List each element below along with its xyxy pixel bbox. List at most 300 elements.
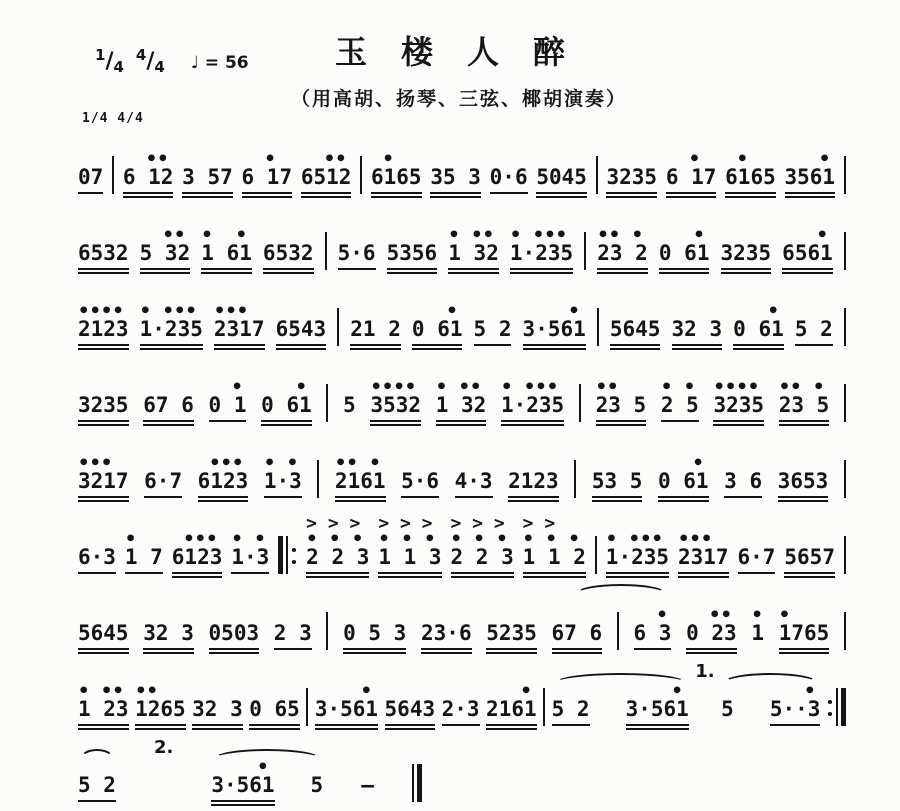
beam-lines [713, 417, 764, 431]
repeat-end [827, 688, 846, 726]
note-group [784, 148, 836, 203]
beam-lines [78, 569, 116, 583]
beam-lines [378, 569, 441, 583]
note-group [263, 229, 314, 279]
octave-dots: • • [201, 224, 248, 246]
note-digits: 6·7 [144, 469, 183, 493]
note-digits: 1765 [778, 621, 830, 645]
note-group [361, 761, 374, 811]
beam-lines [597, 265, 648, 279]
octave-dots: • [784, 148, 831, 170]
octave-dots: •• [122, 148, 169, 170]
note-group [78, 680, 129, 735]
beam-lines [455, 493, 493, 507]
note-group [182, 153, 233, 203]
beam-lines [78, 265, 129, 279]
beam-lines [592, 493, 643, 507]
note-group [78, 533, 116, 583]
repeat-start [278, 536, 297, 574]
note-digits: 0 61 [658, 469, 709, 493]
volta-label: 2. [153, 737, 174, 758]
octave-dots: • [124, 528, 160, 550]
beam-lines [306, 569, 369, 583]
beam-lines [474, 341, 512, 355]
tempo-marking: ♩ = 56 [190, 53, 249, 73]
octave-dots: •• • [334, 452, 381, 474]
note-group [672, 305, 723, 355]
beam-lines [678, 569, 729, 583]
note-group [201, 224, 252, 279]
beam-lines [661, 417, 699, 431]
note-digits: 6165 [725, 165, 776, 189]
note-group [241, 148, 293, 203]
octave-dots: • ••• [500, 376, 559, 398]
note-digits: 3217 [78, 469, 129, 493]
note-digits: 35 3 [430, 165, 481, 189]
octave-dots: • [486, 680, 532, 702]
note-group [724, 457, 762, 507]
note-digits: 3·561 [314, 697, 379, 721]
note-group [435, 376, 487, 431]
note-group [78, 761, 116, 811]
note-group [508, 457, 559, 507]
beam-lines [486, 721, 537, 735]
octave-dots: •••• [713, 376, 760, 398]
beam-lines [209, 417, 247, 431]
note-group [276, 305, 327, 355]
note-digits: 5·6 [337, 241, 376, 265]
beam-lines [770, 721, 821, 735]
octave-dots: ••• [213, 300, 260, 322]
beam-lines [338, 265, 376, 279]
beam-lines [596, 417, 647, 431]
octave-dots: •• [135, 680, 181, 702]
note-digits: 3532 [370, 393, 422, 417]
note-digits: 2161 [486, 697, 537, 721]
note-group [738, 533, 776, 583]
note-group [658, 224, 710, 279]
octave-dots: • • [263, 452, 299, 474]
beam-lines [143, 645, 194, 659]
note-group [343, 609, 406, 659]
note-group [343, 381, 356, 431]
octave-dots: • ••• [509, 224, 568, 246]
beam-lines [78, 417, 129, 431]
note-digits: 6123 [171, 545, 223, 569]
note-digits: 6532 [78, 241, 129, 265]
note-group [500, 376, 565, 431]
barline [325, 232, 327, 270]
note-group [231, 528, 270, 583]
beam-lines [658, 493, 709, 507]
note-digits: 3·561 [625, 697, 689, 721]
note-group [660, 376, 699, 431]
note-digits: — [361, 773, 374, 797]
note-digits: 3653 [777, 469, 829, 493]
beam-lines [274, 645, 312, 659]
beam-lines [486, 645, 537, 659]
octave-dots: • [751, 604, 763, 626]
beam-lines [125, 569, 163, 583]
note-group [778, 376, 830, 431]
octave-dots: •• • [597, 224, 644, 246]
beam-lines [724, 493, 762, 507]
beam-lines [201, 265, 252, 279]
beam-lines [421, 645, 472, 659]
note-group [306, 513, 370, 583]
note-digits: 67 6 [143, 393, 194, 417]
note-digits: 5 [721, 697, 734, 721]
note-group [450, 513, 514, 583]
slur [78, 761, 116, 811]
note-digits: 07 [78, 165, 104, 189]
note-group [536, 153, 587, 203]
octave-dots: • •• [435, 376, 482, 398]
time-signature-4-4: $^4/_4$ [135, 46, 165, 76]
beam-lines [782, 265, 833, 279]
note-digits: 53 5 [591, 469, 643, 493]
beam-lines [442, 721, 480, 735]
note-digits: 1 [751, 621, 765, 645]
note-group [334, 452, 386, 507]
barline-with-slur [617, 612, 619, 650]
beam-lines [249, 721, 300, 735]
beam-lines [490, 189, 528, 203]
octave-dots: • [370, 148, 417, 170]
note-digits: 23 5 [595, 393, 647, 417]
note-digits: 5··3 [769, 697, 821, 721]
note-digits: 3235 [606, 165, 658, 189]
note-digits: 5 2 [551, 697, 590, 721]
octave-dots: • [208, 376, 243, 398]
octave-dots: • ••• [139, 300, 197, 322]
octave-dots: • [241, 148, 288, 170]
note-group [378, 513, 442, 583]
octave-dots: • [314, 680, 373, 702]
beam-lines [343, 417, 356, 431]
note-group [311, 761, 324, 811]
note-group [677, 528, 729, 583]
note-group [139, 224, 191, 279]
note-group [211, 756, 275, 811]
octave-dots: •• • [778, 376, 825, 398]
final-barline [412, 764, 422, 802]
note-digits: 0·6 [489, 165, 528, 189]
score-line-5 [0, 431, 900, 507]
octave-dots: ••• [197, 452, 244, 474]
beam-lines [370, 417, 421, 431]
note-group [135, 680, 186, 735]
note-digits: 32 3 [671, 317, 723, 341]
note-digits: 1 32 [448, 241, 499, 265]
note-digits: 2 3 [273, 621, 312, 645]
beam-lines [182, 189, 233, 203]
note-digits: 6 3 [633, 621, 672, 645]
note-group [143, 381, 194, 431]
time-signature-block [95, 46, 249, 76]
beam-lines [779, 645, 830, 659]
beam-lines [626, 721, 689, 735]
octave-dots: •• [595, 376, 642, 398]
note-digits: 0 5 3 [343, 621, 407, 645]
beam-lines [451, 569, 514, 583]
note-digits: 5 [310, 773, 324, 797]
note-group [713, 376, 765, 431]
beam-lines [738, 569, 776, 583]
slur [211, 756, 324, 811]
octave-dots: ••• [78, 452, 124, 474]
note-digits: 1 32 [435, 393, 487, 417]
octave-dots: • • • [378, 528, 436, 550]
note-digits: 3235 [713, 393, 765, 417]
note-digits: 1 1 2 [522, 545, 586, 569]
octave-dots: • [411, 300, 458, 322]
beam-lines [448, 265, 499, 279]
barline [595, 536, 597, 574]
octave-dots: ••• [171, 528, 218, 550]
note-digits: 1·235 [139, 317, 203, 341]
note-group [78, 381, 129, 431]
note-digits: 5645 [609, 317, 661, 341]
note-group [605, 528, 670, 583]
beam-lines [430, 189, 481, 203]
beam-lines [686, 645, 737, 659]
note-digits: 1265 [135, 697, 186, 721]
note-group [370, 376, 422, 431]
beam-lines [501, 417, 564, 431]
note-group [795, 305, 833, 355]
note-group [782, 224, 833, 279]
octave-dots: • [211, 756, 269, 778]
beam-lines [751, 645, 764, 659]
score-line-3 [0, 279, 900, 355]
note-digits: 5657 [784, 545, 835, 569]
beam-lines [779, 417, 830, 431]
barline [844, 232, 846, 270]
note-group [633, 604, 672, 659]
beam-lines [140, 341, 203, 355]
note-digits: 6 12 [122, 165, 174, 189]
accent-marks: > > > [450, 513, 505, 534]
beam-lines [361, 797, 374, 811]
beam-lines [350, 341, 401, 355]
note-digits: 1·235 [509, 241, 574, 265]
note-digits: 4·3 [454, 469, 493, 493]
octave-dots: •••• [370, 376, 417, 398]
octave-dots: • [658, 224, 705, 246]
note-digits: 6123 [197, 469, 249, 493]
note-group [78, 153, 103, 203]
octave-dots: • [625, 680, 683, 702]
beam-lines [523, 569, 586, 583]
note-digits: 3 57 [182, 165, 233, 189]
score-line-1 [0, 127, 900, 203]
note-group [263, 452, 302, 507]
note-group [197, 452, 249, 507]
octave-dots: • • [231, 528, 266, 550]
beam-lines [672, 341, 723, 355]
note-digits: 0503 [208, 621, 260, 645]
beam-lines [172, 569, 223, 583]
octave-dots: • • • [306, 528, 364, 550]
beam-lines [610, 341, 661, 355]
slur [721, 680, 821, 735]
note-group [249, 685, 300, 735]
beam-lines [231, 569, 269, 583]
note-group [209, 609, 260, 659]
note-digits: 3 6 [724, 469, 763, 493]
note-digits: 2 2 3 [450, 545, 514, 569]
note-digits: 0 1 [208, 393, 247, 417]
beam-lines [261, 417, 312, 431]
beam-lines [552, 721, 590, 735]
octave-dots: •••• [78, 300, 124, 322]
note-digits: 3235 [720, 241, 772, 265]
beam-lines [214, 341, 265, 355]
note-group [300, 148, 352, 203]
note-group [401, 457, 439, 507]
score-line-2 [0, 203, 900, 279]
note-digits: 0 61 [411, 317, 463, 341]
barline [317, 460, 319, 498]
octave-dots: • • [660, 376, 696, 398]
octave-dots: • [261, 376, 307, 398]
note-group [751, 604, 765, 659]
beam-lines [412, 341, 463, 355]
note-group [522, 300, 586, 355]
octave-dots: • [665, 148, 712, 170]
beam-lines [209, 645, 260, 659]
note-group [338, 229, 376, 279]
accent-marks: > > [522, 513, 577, 534]
note-digits: 5643 [384, 697, 436, 721]
note-group [778, 457, 829, 507]
note-group [522, 513, 586, 583]
beam-lines [343, 645, 406, 659]
beam-lines [436, 417, 487, 431]
beam-lines [242, 189, 293, 203]
note-group [778, 604, 830, 659]
note-group [442, 685, 480, 735]
note-digits: 23·6 [421, 621, 472, 645]
octave-dots: • [733, 300, 779, 322]
note-group [350, 305, 401, 355]
note-digits: 6·3 [78, 545, 116, 569]
beam-lines [785, 189, 836, 203]
octave-dots: • • • [450, 528, 508, 550]
note-digits: 6512 [300, 165, 352, 189]
barline [597, 308, 599, 346]
note-digits: 6·7 [737, 545, 776, 569]
beam-lines [795, 341, 833, 355]
beam-lines [778, 493, 829, 507]
note-group [784, 533, 835, 583]
barline [596, 156, 598, 194]
note-digits: 6 17 [665, 165, 717, 189]
note-group [725, 148, 776, 203]
beam-lines [301, 189, 352, 203]
note-group [385, 685, 436, 735]
note-digits: 5235 [486, 621, 537, 645]
octave-dots: • [725, 148, 771, 170]
note-digits: 5 2 [78, 773, 116, 797]
note-group [78, 229, 129, 279]
octave-dots: • [769, 680, 816, 702]
note-digits: 5·6 [401, 469, 440, 493]
beam-lines [725, 189, 776, 203]
beam-lines [311, 797, 324, 811]
note-group [124, 528, 163, 583]
note-group [122, 148, 174, 203]
barline [337, 308, 339, 346]
octave-dots: • [658, 452, 704, 474]
note-group [625, 680, 689, 735]
note-digits: 3235 [78, 393, 129, 417]
volta-label: 1. [695, 661, 715, 682]
note-group [78, 452, 129, 507]
note-group [411, 300, 463, 355]
beam-lines [606, 189, 657, 203]
barline [326, 612, 328, 650]
note-digits: 5 2 [473, 317, 512, 341]
beam-lines [666, 189, 717, 203]
octave-dots: • ••• [605, 528, 663, 550]
octave-dots: • [778, 604, 825, 626]
octave-dots: •• [686, 604, 732, 626]
note-group [721, 229, 772, 279]
beam-lines [606, 569, 669, 583]
beam-lines [123, 189, 174, 203]
note-group [171, 528, 223, 583]
note-digits: 23 5 [778, 393, 830, 417]
note-group [144, 457, 182, 507]
note-group [769, 680, 821, 735]
note-digits: 6543 [275, 317, 327, 341]
beam-lines [276, 341, 327, 355]
barline [844, 612, 846, 650]
octave-dots: ••• [677, 528, 724, 550]
beam-lines [135, 721, 186, 735]
score-line-4 [0, 355, 900, 431]
beam-lines [211, 797, 274, 811]
beam-lines [634, 645, 672, 659]
barline [543, 688, 545, 726]
beam-lines [510, 265, 573, 279]
beam-lines [315, 721, 378, 735]
barline [844, 536, 846, 574]
beam-lines [552, 645, 603, 659]
barline [112, 156, 114, 194]
time-signature-1-4: $^1/_4$ [95, 46, 124, 76]
note-digits: 23 2 [597, 241, 648, 265]
octave-dots: • •• [78, 680, 124, 702]
beam-lines [371, 189, 422, 203]
note-group [421, 609, 472, 659]
note-group [314, 680, 379, 735]
note-digits: 5356 [386, 241, 438, 265]
accent-marks: > > > [378, 513, 433, 534]
note-group [455, 457, 493, 507]
note-group [208, 376, 247, 431]
note-group [139, 300, 203, 355]
note-digits: 0 65 [249, 697, 300, 721]
beam-lines [263, 265, 314, 279]
beam-lines [335, 493, 386, 507]
note-digits: 0 23 [686, 621, 737, 645]
beam-lines [659, 265, 710, 279]
note-digits: 2123 [508, 469, 559, 493]
octave-dots: • [633, 604, 668, 626]
